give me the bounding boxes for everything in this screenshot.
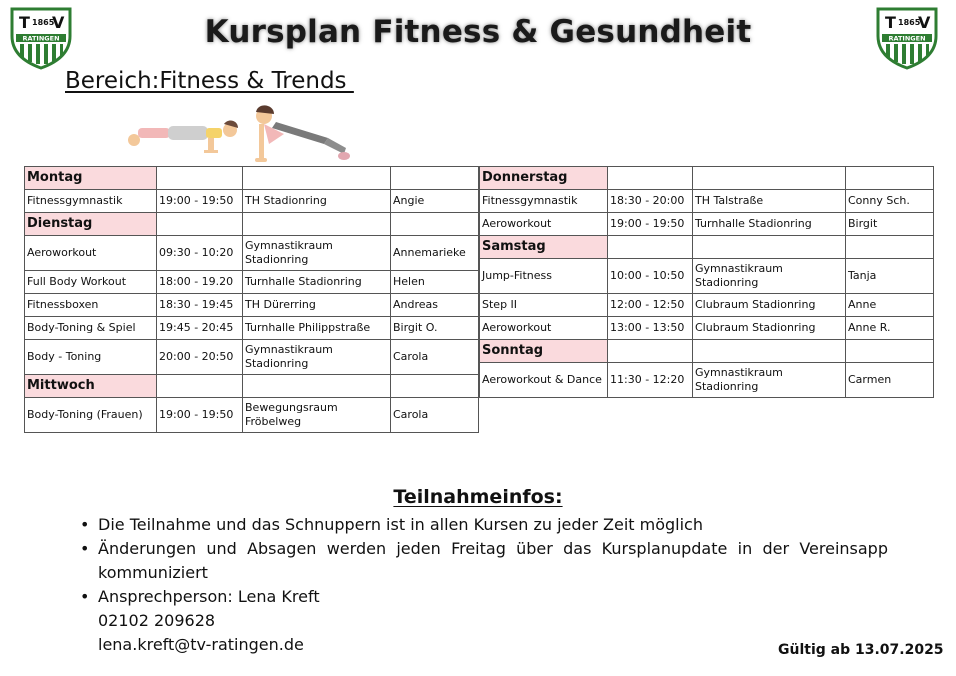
course-trainer: Tanja bbox=[846, 259, 934, 294]
course-location: Clubraum Stadionring bbox=[693, 294, 846, 317]
day-header-row bbox=[25, 213, 479, 236]
logo-letter-v: V bbox=[918, 13, 931, 32]
course-location: Turnhalle Stadionring bbox=[693, 213, 846, 236]
schedule-body-right bbox=[480, 167, 934, 398]
course-row bbox=[25, 317, 479, 340]
course-time: 11:30 - 12:20 bbox=[608, 363, 693, 398]
logo-letter-t: T bbox=[19, 13, 30, 32]
empty-cell bbox=[243, 167, 391, 190]
course-row bbox=[480, 259, 934, 294]
empty-cell bbox=[391, 167, 479, 190]
day-header-row bbox=[25, 375, 479, 398]
course-time: 09:30 - 10:20 bbox=[157, 236, 243, 271]
course-row bbox=[480, 363, 934, 398]
empty-cell bbox=[846, 167, 934, 190]
course-name: Fitnessgymnastik bbox=[25, 190, 157, 213]
course-name: Fitnessboxen bbox=[25, 294, 157, 317]
day-header-row bbox=[480, 167, 934, 190]
course-trainer: Andreas bbox=[391, 294, 479, 317]
course-name: Fitnessgymnastik bbox=[480, 190, 608, 213]
course-trainer: Conny Sch. bbox=[846, 190, 934, 213]
schedule-table-left bbox=[24, 166, 479, 433]
course-time: 18:00 - 19.20 bbox=[157, 271, 243, 294]
course-location: TH Talstraße bbox=[693, 190, 846, 213]
info-item-trial bbox=[80, 513, 888, 537]
course-trainer: Birgit bbox=[846, 213, 934, 236]
course-row bbox=[480, 213, 934, 236]
info-item-contact bbox=[80, 585, 888, 657]
logo-letter-v: V bbox=[52, 13, 65, 32]
high-plank-figure-icon bbox=[255, 105, 350, 162]
day-header-row bbox=[480, 340, 934, 363]
info-list bbox=[80, 513, 888, 657]
course-location: Gymnastikraum Stadionring bbox=[693, 363, 846, 398]
day-name: Dienstag bbox=[25, 213, 157, 236]
course-trainer: Helen bbox=[391, 271, 479, 294]
course-trainer: Anne bbox=[846, 294, 934, 317]
empty-cell bbox=[608, 167, 693, 190]
empty-cell bbox=[846, 340, 934, 363]
exercise-illustration bbox=[124, 104, 350, 164]
empty-cell bbox=[693, 340, 846, 363]
course-location: Gymnastikraum Stadionring bbox=[243, 236, 391, 271]
course-name: Aeroworkout & Dance bbox=[480, 363, 608, 398]
day-name: Mittwoch bbox=[25, 375, 157, 398]
course-row bbox=[480, 190, 934, 213]
course-name: Body-Toning (Frauen) bbox=[25, 398, 157, 433]
course-time: 12:00 - 12:50 bbox=[608, 294, 693, 317]
logo-year: 1865 bbox=[898, 18, 921, 27]
course-time: 20:00 - 20:50 bbox=[157, 340, 243, 375]
course-name: Aeroworkout bbox=[480, 317, 608, 340]
course-time: 19:00 - 19:50 bbox=[157, 190, 243, 213]
course-time: 10:00 - 10:50 bbox=[608, 259, 693, 294]
day-header-row bbox=[25, 167, 479, 190]
schedule-table-right bbox=[479, 166, 934, 398]
course-name: Body-Toning & Spiel bbox=[25, 317, 157, 340]
valid-from-date: Gültig ab 13.07.2025 bbox=[778, 642, 944, 658]
info-item-text: Änderungen und Absagen werden jeden Freitag über das Kursplanupdate in der Vereinsapp kommuniziert bbox=[98, 539, 888, 582]
info-title: Teilnahmeinfos: bbox=[393, 486, 563, 508]
course-row bbox=[25, 190, 479, 213]
day-name: Montag bbox=[25, 167, 157, 190]
logo-name: RATINGEN bbox=[888, 34, 926, 43]
course-row bbox=[25, 271, 479, 294]
course-row bbox=[25, 398, 479, 433]
info-item-text: Die Teilnahme und das Schnuppern ist in allen Kursen zu jeder Zeit möglich bbox=[98, 515, 703, 534]
day-header-row bbox=[480, 236, 934, 259]
course-time: 19:45 - 20:45 bbox=[157, 317, 243, 340]
course-time: 18:30 - 19:45 bbox=[157, 294, 243, 317]
course-name: Full Body Workout bbox=[25, 271, 157, 294]
empty-cell bbox=[157, 375, 243, 398]
course-name: Jump-Fitness bbox=[480, 259, 608, 294]
course-location: Bewegungsraum Fröbelweg bbox=[243, 398, 391, 433]
empty-cell bbox=[693, 167, 846, 190]
course-row bbox=[25, 294, 479, 317]
page-title: Kursplan Fitness & Gesundheit bbox=[204, 14, 752, 50]
empty-cell bbox=[157, 167, 243, 190]
empty-cell bbox=[391, 375, 479, 398]
contact-phone: 02102 209628 bbox=[98, 611, 216, 630]
day-name: Sonntag bbox=[480, 340, 608, 363]
empty-cell bbox=[608, 340, 693, 363]
empty-cell bbox=[846, 236, 934, 259]
course-row bbox=[480, 317, 934, 340]
course-location: TH Dürerring bbox=[243, 294, 391, 317]
schedule-body-left bbox=[25, 167, 479, 433]
course-location: Clubraum Stadionring bbox=[693, 317, 846, 340]
empty-cell bbox=[243, 375, 391, 398]
course-trainer: Birgit O. bbox=[391, 317, 479, 340]
course-row bbox=[25, 340, 479, 375]
day-name: Donnerstag bbox=[480, 167, 608, 190]
course-location: Gymnastikraum Stadionring bbox=[243, 340, 391, 375]
course-trainer: Anne R. bbox=[846, 317, 934, 340]
empty-cell bbox=[391, 213, 479, 236]
logo-year: 1865 bbox=[32, 18, 55, 27]
empty-cell bbox=[157, 213, 243, 236]
logo-name: RATINGEN bbox=[22, 34, 60, 43]
course-trainer: Carola bbox=[391, 340, 479, 375]
course-location: Turnhalle Philippstraße bbox=[243, 317, 391, 340]
course-location: TH Stadionring bbox=[243, 190, 391, 213]
course-location: Gymnastikraum Stadionring bbox=[693, 259, 846, 294]
info-item-changes bbox=[80, 537, 888, 585]
course-time: 19:00 - 19:50 bbox=[608, 213, 693, 236]
course-name: Aeroworkout bbox=[480, 213, 608, 236]
logo-letter-t: T bbox=[885, 13, 896, 32]
course-name: Aeroworkout bbox=[25, 236, 157, 271]
plank-figure-icon bbox=[128, 121, 238, 153]
course-trainer: Angie bbox=[391, 190, 479, 213]
section-subtitle: Bereich:Fitness & Trends bbox=[65, 68, 354, 94]
contact-email: lena.kreft@tv-ratingen.de bbox=[98, 635, 304, 654]
course-name: Step II bbox=[480, 294, 608, 317]
contact-person: • Ansprechperson: Lena Kreft bbox=[98, 587, 320, 606]
course-trainer: Carmen bbox=[846, 363, 934, 398]
day-name: Samstag bbox=[480, 236, 608, 259]
course-time: 18:30 - 20:00 bbox=[608, 190, 693, 213]
course-row bbox=[25, 236, 479, 271]
course-trainer: Annemarieke bbox=[391, 236, 479, 271]
empty-cell bbox=[608, 236, 693, 259]
course-name: Body - Toning bbox=[25, 340, 157, 375]
course-time: 13:00 - 13:50 bbox=[608, 317, 693, 340]
course-location: Turnhalle Stadionring bbox=[243, 271, 391, 294]
course-time: 19:00 - 19:50 bbox=[157, 398, 243, 433]
course-row bbox=[480, 294, 934, 317]
empty-cell bbox=[243, 213, 391, 236]
course-trainer: Carola bbox=[391, 398, 479, 433]
empty-cell bbox=[693, 236, 846, 259]
